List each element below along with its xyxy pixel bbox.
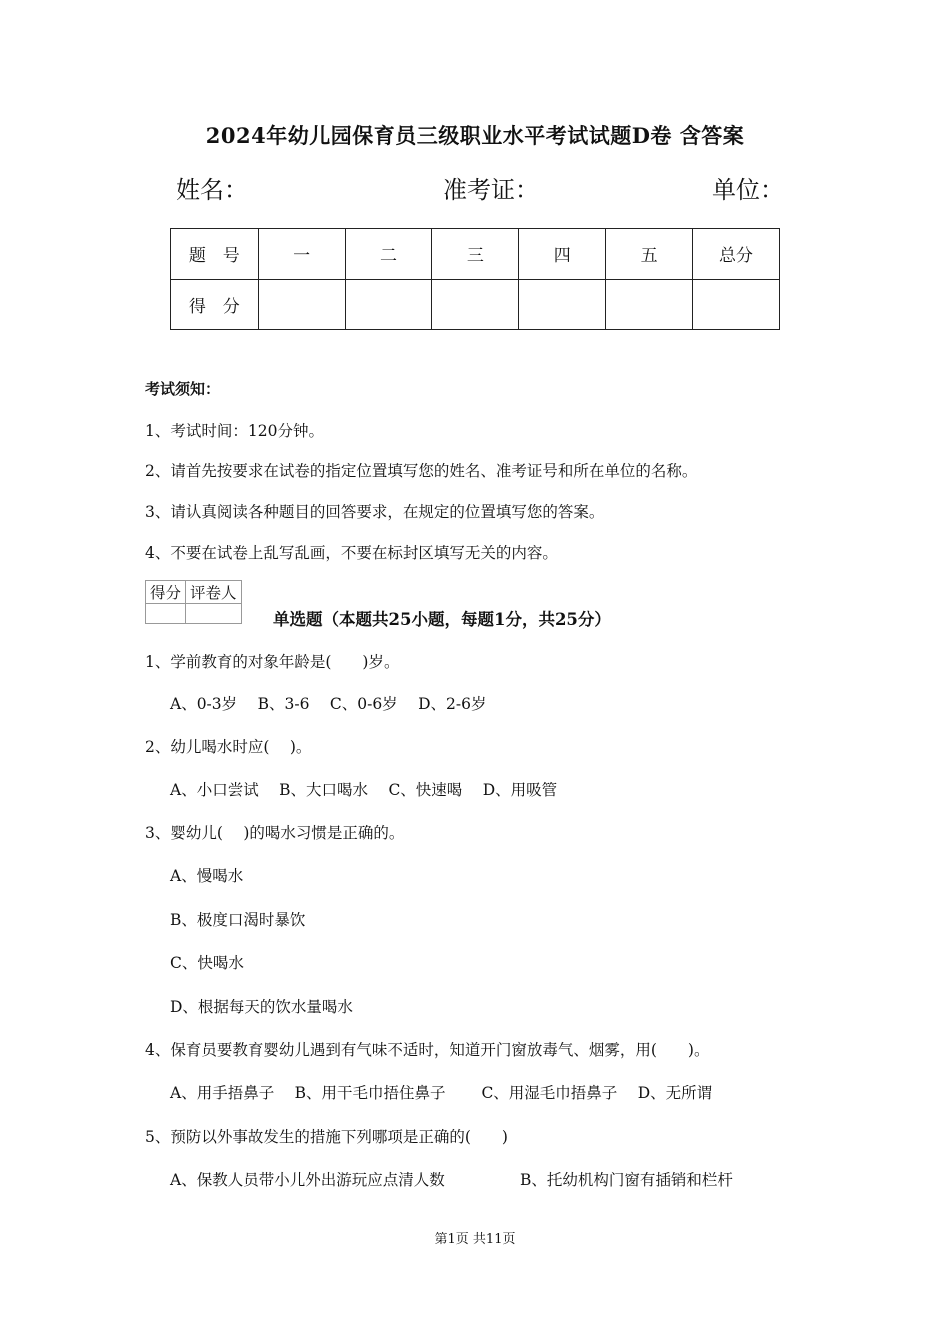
score-cell (519, 279, 606, 330)
score-row-label: 得 分 (171, 279, 259, 330)
score-cell (693, 279, 780, 330)
score-cell (432, 279, 519, 330)
notice-heading: 考试须知： (145, 380, 221, 398)
score-header-cell: 一 (258, 229, 345, 280)
score-header-cell: 四 (519, 229, 606, 280)
notice-item: 1、考试时间：120分钟。 (145, 422, 324, 440)
question-4: 4、保育员要教育婴幼儿遇到有气味不适时，知道开门窗放毒气、烟雾，用( )。 (145, 1041, 710, 1059)
notice-item: 3、请认真阅读各种题目的回答要求，在规定的位置填写您的答案。 (145, 503, 605, 521)
score-header-cell: 题 号 (171, 229, 259, 280)
question-2-options: A、小口尝试 B、大口喝水 C、快速喝 D、用吸管 (170, 781, 558, 799)
score-cell (606, 279, 693, 330)
score-table (170, 228, 780, 330)
question-2: 2、幼儿喝水时应( )。 (145, 738, 312, 756)
grader-score-cell (146, 604, 186, 624)
question-1-options: A、0-3岁 B、3-6 C、0-6岁 D、2-6岁 (170, 695, 487, 713)
document-title: 2024年幼儿园保育员三级职业水平考试试题D卷 含答案 (205, 123, 745, 148)
question-4-options: A、用手捂鼻子 B、用干毛巾捂住鼻子 C、用湿毛巾捂鼻子 D、无所谓 (170, 1084, 713, 1102)
notice-item: 4、不要在试卷上乱写乱画，不要在标封区填写无关的内容。 (145, 544, 558, 562)
question-3-option-c: C、快喝水 (170, 954, 244, 972)
question-5-option-b: B、托幼机构门窗有插销和栏杆 (520, 1171, 733, 1189)
notice-item: 2、请首先按要求在试卷的指定位置填写您的姓名、准考证号和所在单位的名称。 (145, 462, 698, 480)
exam-id-label: 准考证： (443, 176, 539, 204)
grader-table (145, 580, 242, 624)
grader-reviewer-cell (186, 604, 242, 624)
question-3-option-d: D、根据每天的饮水量喝水 (170, 998, 353, 1016)
grader-score-label: 得分 (146, 581, 186, 604)
score-cell (345, 279, 432, 330)
page-footer: 第1页 共11页 (434, 1232, 516, 1247)
score-table-score-row (171, 279, 780, 330)
question-5: 5、预防以外事故发生的措施下列哪项是正确的( ) (145, 1128, 508, 1146)
score-header-cell: 三 (432, 229, 519, 280)
question-3-option-b: B、极度口渴时暴饮 (170, 911, 306, 929)
question-3: 3、婴幼儿( )的喝水习惯是正确的。 (145, 824, 405, 842)
score-header-cell: 五 (606, 229, 693, 280)
score-header-cell: 二 (345, 229, 432, 280)
question-5-option-a: A、保教人员带小儿外出游玩应点清人数 (170, 1171, 445, 1189)
question-3-option-a: A、慢喝水 (170, 867, 244, 885)
score-table-header-row (171, 229, 780, 280)
question-1: 1、学前教育的对象年龄是( )岁。 (145, 653, 400, 671)
section-title: 单选题（本题共25小题，每题1分，共25分） (273, 610, 611, 629)
name-label: 姓名： (176, 176, 248, 204)
score-cell (258, 279, 345, 330)
unit-label: 单位： (712, 176, 784, 204)
score-header-cell: 总分 (693, 229, 780, 280)
grader-reviewer-label: 评卷人 (186, 581, 242, 604)
